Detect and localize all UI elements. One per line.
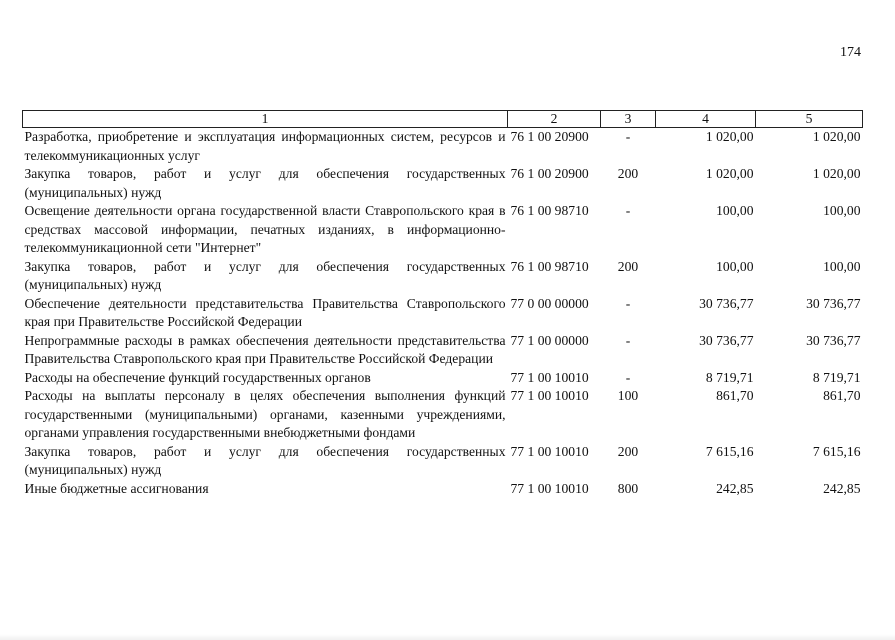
row-amount-col4: 30 736,77 bbox=[699, 295, 754, 311]
row-expense-type: 200 bbox=[617, 166, 639, 181]
row-name: Закупка товаров, работ и услуг для обеспечения государственных (муниципальных) нужд bbox=[24, 443, 506, 477]
row-name: Расходы на выплаты персоналу в целях обеспечения выполнения функций государственными (муниципальными) органами, казенными учреждениями, органами управления государственными внебюджетными фондами bbox=[24, 388, 506, 440]
row-amount-col4: 8 719,71 bbox=[705, 369, 754, 385]
row-amount-col4: 100,00 bbox=[716, 203, 754, 218]
row-code: 77 1 00 10010 bbox=[510, 443, 589, 459]
row-expense-type: 100 bbox=[617, 388, 639, 403]
row-amount-col4: 7 615,16 bbox=[705, 443, 754, 459]
row-code: 76 1 00 20900 bbox=[510, 166, 589, 181]
row-amount-col5: 100,00 bbox=[823, 258, 861, 274]
row-amount-col4: 861,70 bbox=[716, 388, 754, 403]
row-expense-type: 200 bbox=[617, 258, 639, 274]
row-amount-col5: 100,00 bbox=[823, 203, 861, 218]
row-amount-col4: 30 736,77 bbox=[699, 332, 754, 348]
table-row bbox=[23, 165, 863, 202]
row-code: 76 1 00 98710 bbox=[510, 258, 589, 274]
header-row bbox=[23, 111, 863, 128]
row-code: 77 1 00 10010 bbox=[510, 480, 589, 496]
row-amount-col4: 242,85 bbox=[716, 480, 754, 496]
row-amount-col5: 1 020,00 bbox=[812, 166, 861, 181]
header-col-1: 1 bbox=[23, 111, 508, 128]
table-row bbox=[23, 295, 863, 332]
row-name: Освещение деятельности органа государственной власти Ставропольского края в средствах массовой информации, печатных изданиях, в информационно-телекоммуникационной сети "Интернет" bbox=[24, 203, 506, 255]
table-row bbox=[23, 202, 863, 258]
row-code: 76 1 00 20900 bbox=[510, 129, 589, 144]
row-amount-col5: 861,70 bbox=[823, 388, 861, 403]
row-amount-col5: 1 020,00 bbox=[812, 129, 861, 144]
header-col-4: 4 bbox=[656, 111, 756, 128]
row-name: Расходы на обеспечение функций государственных органов bbox=[24, 369, 371, 385]
header-col-5: 5 bbox=[756, 111, 863, 128]
table-row bbox=[23, 332, 863, 369]
row-code: 77 1 00 10010 bbox=[510, 369, 589, 385]
table-row bbox=[23, 443, 863, 480]
row-amount-col5: 30 736,77 bbox=[806, 332, 861, 348]
header-col-2: 2 bbox=[508, 111, 601, 128]
row-expense-type: - bbox=[625, 369, 631, 385]
budget-table bbox=[22, 110, 863, 498]
row-name: Закупка товаров, работ и услуг для обеспечения государственных (муниципальных) нужд bbox=[24, 166, 506, 200]
row-name: Обеспечение деятельности представительства Правительства Ставропольского края при Правительстве Российской Федерации bbox=[24, 295, 506, 329]
table-row bbox=[23, 128, 863, 166]
table-row bbox=[23, 480, 863, 499]
row-amount-col5: 30 736,77 bbox=[806, 295, 861, 311]
row-name: Иные бюджетные ассигнования bbox=[24, 480, 209, 496]
row-name: Разработка, приобретение и эксплуатация информационных систем, ресурсов и телекоммуникационных услуг bbox=[24, 129, 506, 163]
row-code: 77 0 00 00000 bbox=[510, 295, 589, 311]
row-amount-col4: 100,00 bbox=[716, 258, 754, 274]
row-expense-type: 200 bbox=[617, 443, 639, 459]
row-amount-col5: 242,85 bbox=[823, 480, 861, 496]
row-amount-col5: 7 615,16 bbox=[812, 443, 861, 459]
table-header bbox=[23, 111, 863, 128]
table-row bbox=[23, 369, 863, 388]
row-expense-type: 800 bbox=[617, 480, 639, 496]
table-row bbox=[23, 258, 863, 295]
row-code: 77 1 00 10010 bbox=[510, 388, 589, 403]
table-row bbox=[23, 387, 863, 443]
row-amount-col4: 1 020,00 bbox=[705, 129, 754, 144]
row-amount-col4: 1 020,00 bbox=[705, 166, 754, 181]
row-code: 76 1 00 98710 bbox=[510, 203, 589, 218]
page-number: 174 bbox=[840, 45, 861, 60]
row-name: Закупка товаров, работ и услуг для обеспечения государственных (муниципальных) нужд bbox=[24, 258, 506, 292]
header-col-3: 3 bbox=[601, 111, 656, 128]
row-expense-type: - bbox=[625, 295, 631, 311]
row-code: 77 1 00 00000 bbox=[510, 332, 589, 348]
row-amount-col5: 8 719,71 bbox=[812, 369, 861, 385]
row-expense-type: - bbox=[625, 332, 631, 348]
table-body bbox=[23, 128, 863, 499]
row-expense-type: - bbox=[625, 203, 631, 218]
scan-shadow bbox=[0, 634, 895, 640]
row-name: Непрограммные расходы в рамках обеспечения деятельности представительства Правительства Ставропольского края при Правительстве Российской Федерации bbox=[24, 332, 506, 366]
row-expense-type: - bbox=[625, 129, 631, 144]
